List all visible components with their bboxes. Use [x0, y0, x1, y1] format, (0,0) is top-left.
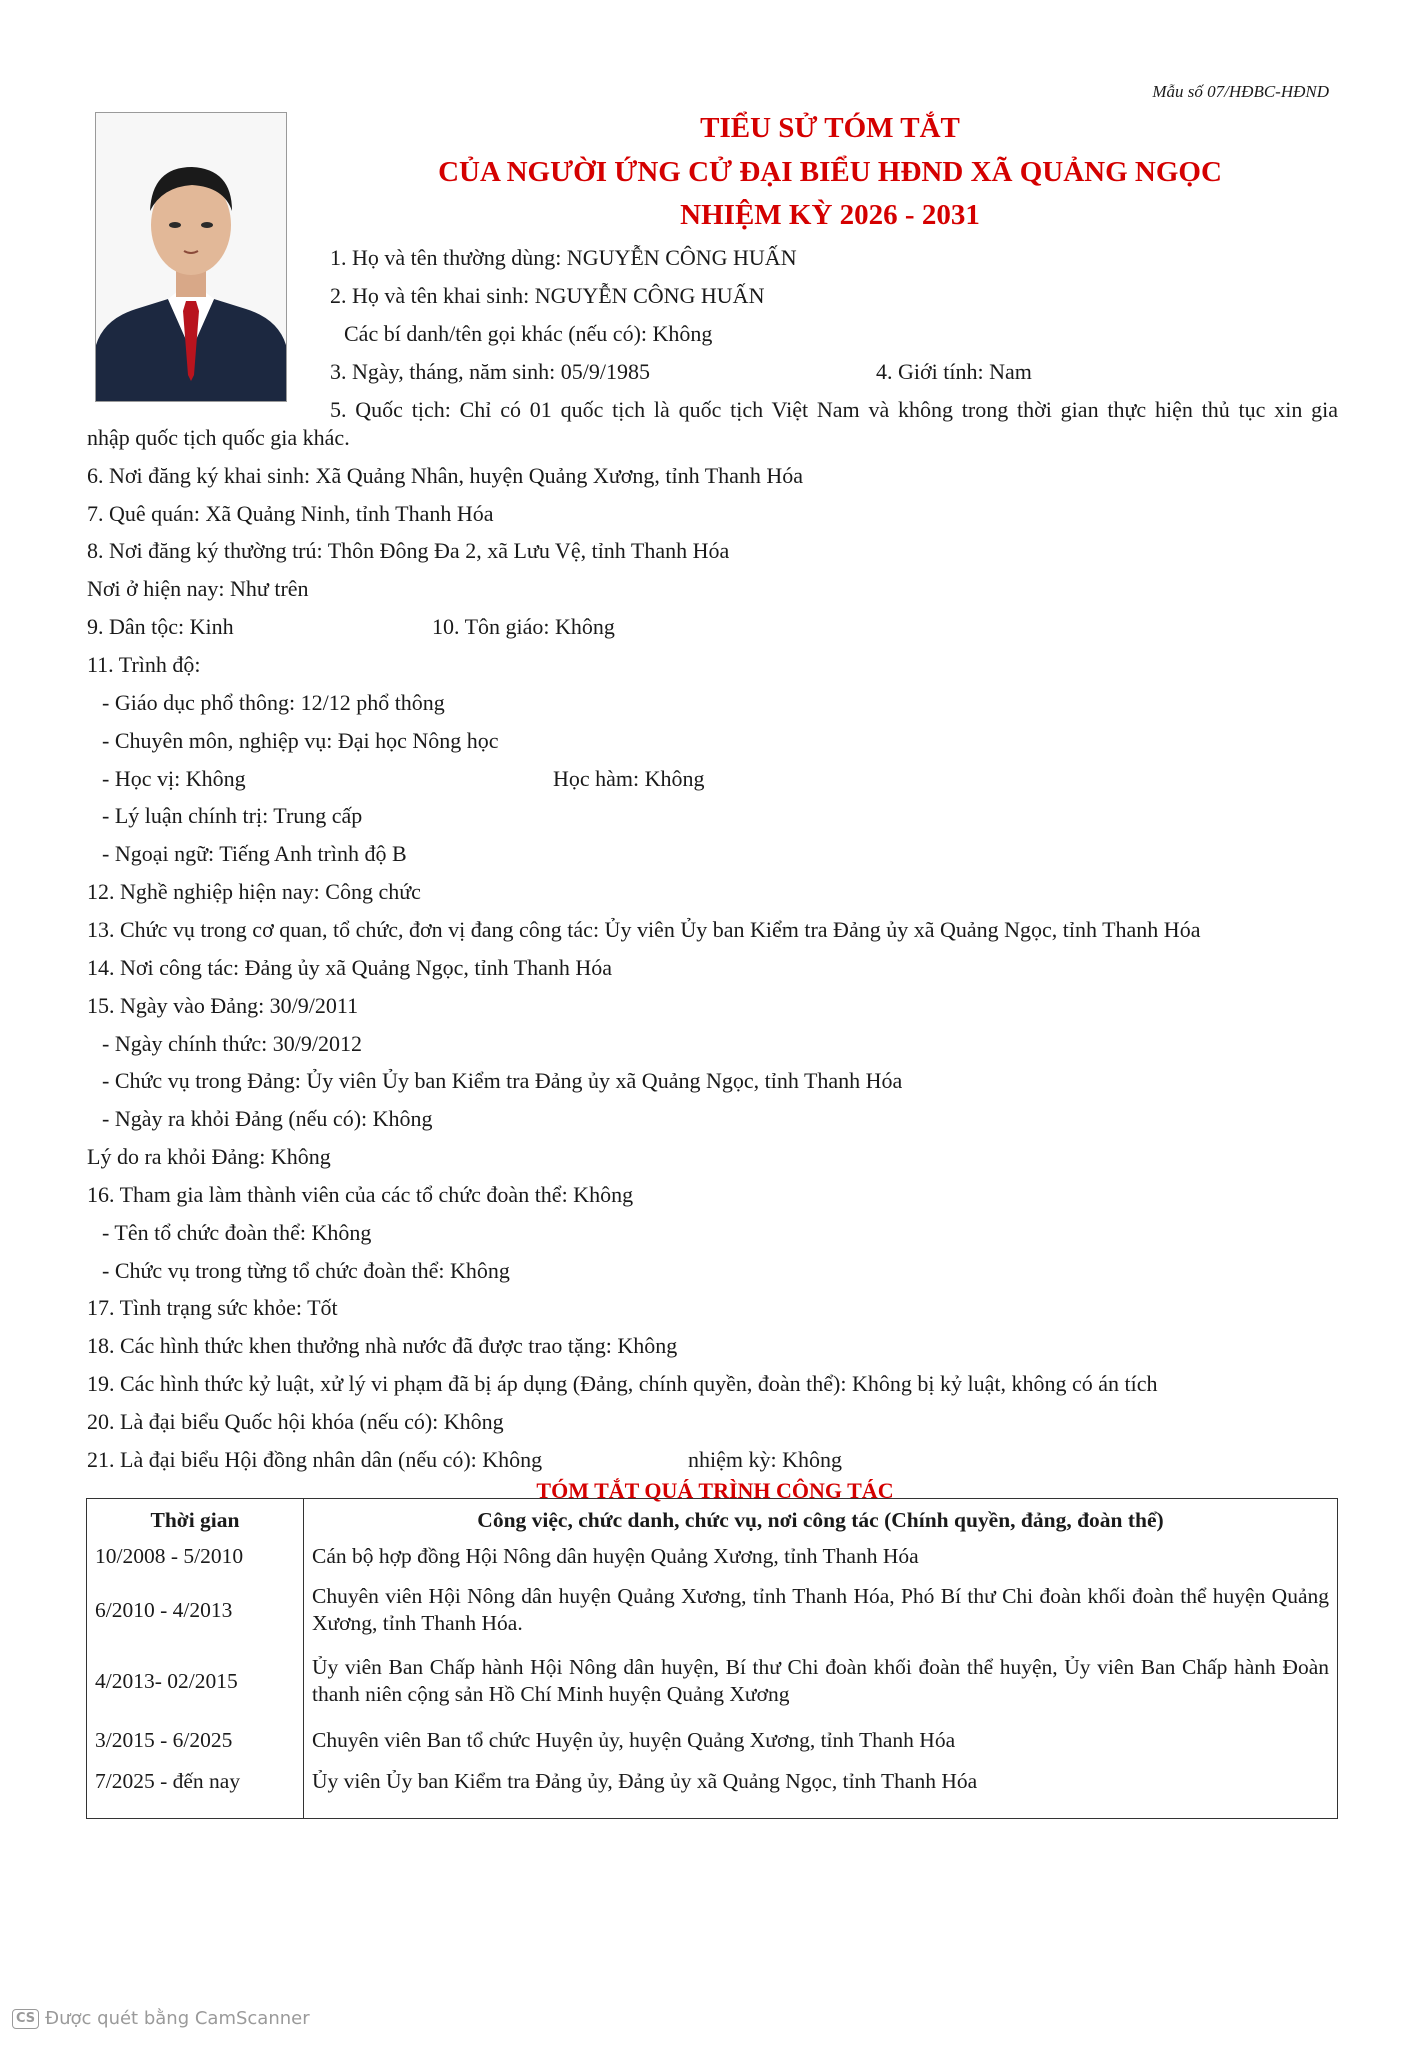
form-number: Mẫu số 07/HĐBC-HĐND: [1152, 82, 1329, 101]
table-row: [87, 1536, 1338, 1576]
item-11-political-theory: - Lý luận chính trị: Trung cấp: [102, 803, 363, 828]
item-11-degree: - Học vị: Không: [102, 766, 246, 791]
item-8-permanent-residence: 8. Nơi đăng ký thường trú: Thôn Đông Đa 2, xã Lưu Vệ, tỉnh Thanh Hóa: [87, 538, 730, 563]
item-2-alias: Các bí danh/tên gọi khác (nếu có): Không: [344, 321, 713, 346]
portrait-illustration: [96, 113, 286, 401]
item-9-ethnicity: 9. Dân tộc: Kinh: [87, 614, 234, 639]
item-14-workplace: 14. Nơi công tác: Đảng ủy xã Quảng Ngọc, tỉnh Thanh Hóa: [87, 955, 613, 980]
row-description: Ủy viên Ban Chấp hành Hội Nông dân huyện, Bí thư Chi đoàn khối đoàn thể huyện, Ủy viên Ban Chấp hành Đoàn thanh niên cộng sản Hồ Chí Minh huyện Quảng Xương: [312, 1655, 1329, 1706]
item-8-current-residence: Nơi ở hiện nay: Như trên: [87, 576, 309, 601]
item-16-organizations: 16. Tham gia làm thành viên của các tổ chức đoàn thể: Không: [87, 1182, 634, 1207]
row-description: Chuyên viên Hội Nông dân huyện Quảng Xương, tỉnh Thanh Hóa, Phó Bí thư Chi đoàn khối đoàn thể huyện Quảng Xương, tỉnh Thanh Hóa.: [312, 1584, 1329, 1635]
candidate-photo: [95, 112, 287, 402]
row-time: 7/2025 - đến nay: [87, 1762, 304, 1818]
table-row: [87, 1762, 1338, 1818]
item-11-general-education: - Giáo dục phổ thông: 12/12 phổ thông: [102, 690, 445, 715]
title-line-3: NHIỆM KỲ 2026 - 2031: [680, 199, 980, 231]
row-time: 6/2010 - 4/2013: [87, 1576, 304, 1644]
work-history-table: [86, 1498, 1338, 1819]
header-time: Thời gian: [87, 1499, 304, 1537]
title-line-2: CỦA NGƯỜI ỨNG CỬ ĐẠI BIỂU HĐND XÃ QUẢNG NGỌC: [438, 156, 1222, 188]
item-15-party-exit-reason: Lý do ra khỏi Đảng: Không: [87, 1144, 331, 1169]
item-16-organization-name: - Tên tổ chức đoàn thể: Không: [102, 1220, 372, 1245]
item-21-term: nhiệm kỳ: Không: [688, 1447, 842, 1472]
item-6-birth-registration: 6. Nơi đăng ký khai sinh: Xã Quảng Nhân, huyện Quảng Xương, tỉnh Thanh Hóa: [87, 463, 804, 488]
item-16-organization-position: - Chức vụ trong từng tổ chức đoàn thể: Không: [102, 1258, 510, 1283]
table-row: [87, 1576, 1338, 1644]
item-5-nationality-line2: nhập quốc tịch quốc gia khác.: [87, 425, 350, 450]
item-11-academic-title: Học hàm: Không: [553, 766, 705, 791]
table-row: [87, 1718, 1338, 1762]
row-time: 4/2013- 02/2015: [87, 1644, 304, 1718]
item-5-nationality-line1: 5. Quốc tịch: Chỉ có 01 quốc tịch là quốc tịch Việt Nam và không trong thời gian thực hiện thủ tục xin gia: [330, 397, 1338, 422]
item-3-birth-date: 3. Ngày, tháng, năm sinh: 05/9/1985: [330, 359, 650, 384]
item-11-education: 11. Trình độ:: [87, 652, 201, 677]
row-description: Cán bộ hợp đồng Hội Nông dân huyện Quảng Xương, tỉnh Thanh Hóa: [312, 1543, 919, 1568]
row-time: 10/2008 - 5/2010: [87, 1536, 304, 1576]
item-21-peoples-council: 21. Là đại biểu Hội đồng nhân dân (nếu có): Không: [87, 1447, 543, 1472]
item-10-religion: 10. Tôn giáo: Không: [432, 614, 615, 639]
item-11-foreign-language: - Ngoại ngữ: Tiếng Anh trình độ B: [102, 841, 407, 866]
item-18-awards: 18. Các hình thức khen thưởng nhà nước đã được trao tặng: Không: [87, 1333, 678, 1358]
item-2-birth-name: 2. Họ và tên khai sinh: NGUYỄN CÔNG HUẤN: [330, 283, 765, 308]
item-7-hometown: 7. Quê quán: Xã Quảng Ninh, tỉnh Thanh Hóa: [87, 501, 494, 526]
item-15-party-exit-date: - Ngày ra khỏi Đảng (nếu có): Không: [102, 1106, 433, 1131]
camscanner-text: Được quét bằng CamScanner: [45, 2008, 310, 2029]
header-description: Công việc, chức danh, chức vụ, nơi công tác (Chính quyền, đảng, đoàn thể): [477, 1508, 1164, 1532]
title-line-1: TIỂU SỬ TÓM TẮT: [700, 112, 960, 144]
item-15-party-admission: 15. Ngày vào Đảng: 30/9/2011: [87, 993, 359, 1018]
camscanner-logo-icon: CS: [12, 2009, 39, 2029]
camscanner-watermark: [12, 2008, 310, 2029]
table-row: [87, 1644, 1338, 1718]
row-time: 3/2015 - 6/2025: [87, 1718, 304, 1762]
row-description: Chuyên viên Ban tổ chức Huyện ủy, huyện Quảng Xương, tỉnh Thanh Hóa: [312, 1727, 956, 1752]
row-description: Ủy viên Ủy ban Kiểm tra Đảng ủy, Đảng ủy xã Quảng Ngọc, tỉnh Thanh Hóa: [312, 1769, 978, 1794]
item-19-discipline: 19. Các hình thức kỷ luật, xử lý vi phạm đã bị áp dụng (Đảng, chính quyền, đoàn thể): Không bị kỷ luật, không có án tích: [87, 1371, 1158, 1396]
work-history-title: TÓM TẮT QUÁ TRÌNH CÔNG TÁC: [536, 1478, 894, 1503]
item-11-specialization: - Chuyên môn, nghiệp vụ: Đại học Nông học: [102, 728, 499, 753]
item-4-gender: 4. Giới tính: Nam: [876, 359, 1032, 384]
item-12-occupation: 12. Nghề nghiệp hiện nay: Công chức: [87, 879, 421, 904]
item-17-health: 17. Tình trạng sức khỏe: Tốt: [87, 1295, 338, 1320]
table-header-row: [87, 1499, 1338, 1537]
item-20-national-assembly: 20. Là đại biểu Quốc hội khóa (nếu có): Không: [87, 1409, 504, 1434]
item-1-common-name: 1. Họ và tên thường dùng: NGUYỄN CÔNG HUẤN: [330, 245, 797, 270]
item-13-position: 13. Chức vụ trong cơ quan, tổ chức, đơn vị đang công tác: Ủy viên Ủy ban Kiểm tra Đảng ủy xã Quảng Ngọc, tỉnh Thanh Hóa: [87, 917, 1201, 942]
item-15-party-position: - Chức vụ trong Đảng: Ủy viên Ủy ban Kiểm tra Đảng ủy xã Quảng Ngọc, tỉnh Thanh Hóa: [102, 1068, 903, 1093]
item-15-official-date: - Ngày chính thức: 30/9/2012: [102, 1031, 362, 1056]
